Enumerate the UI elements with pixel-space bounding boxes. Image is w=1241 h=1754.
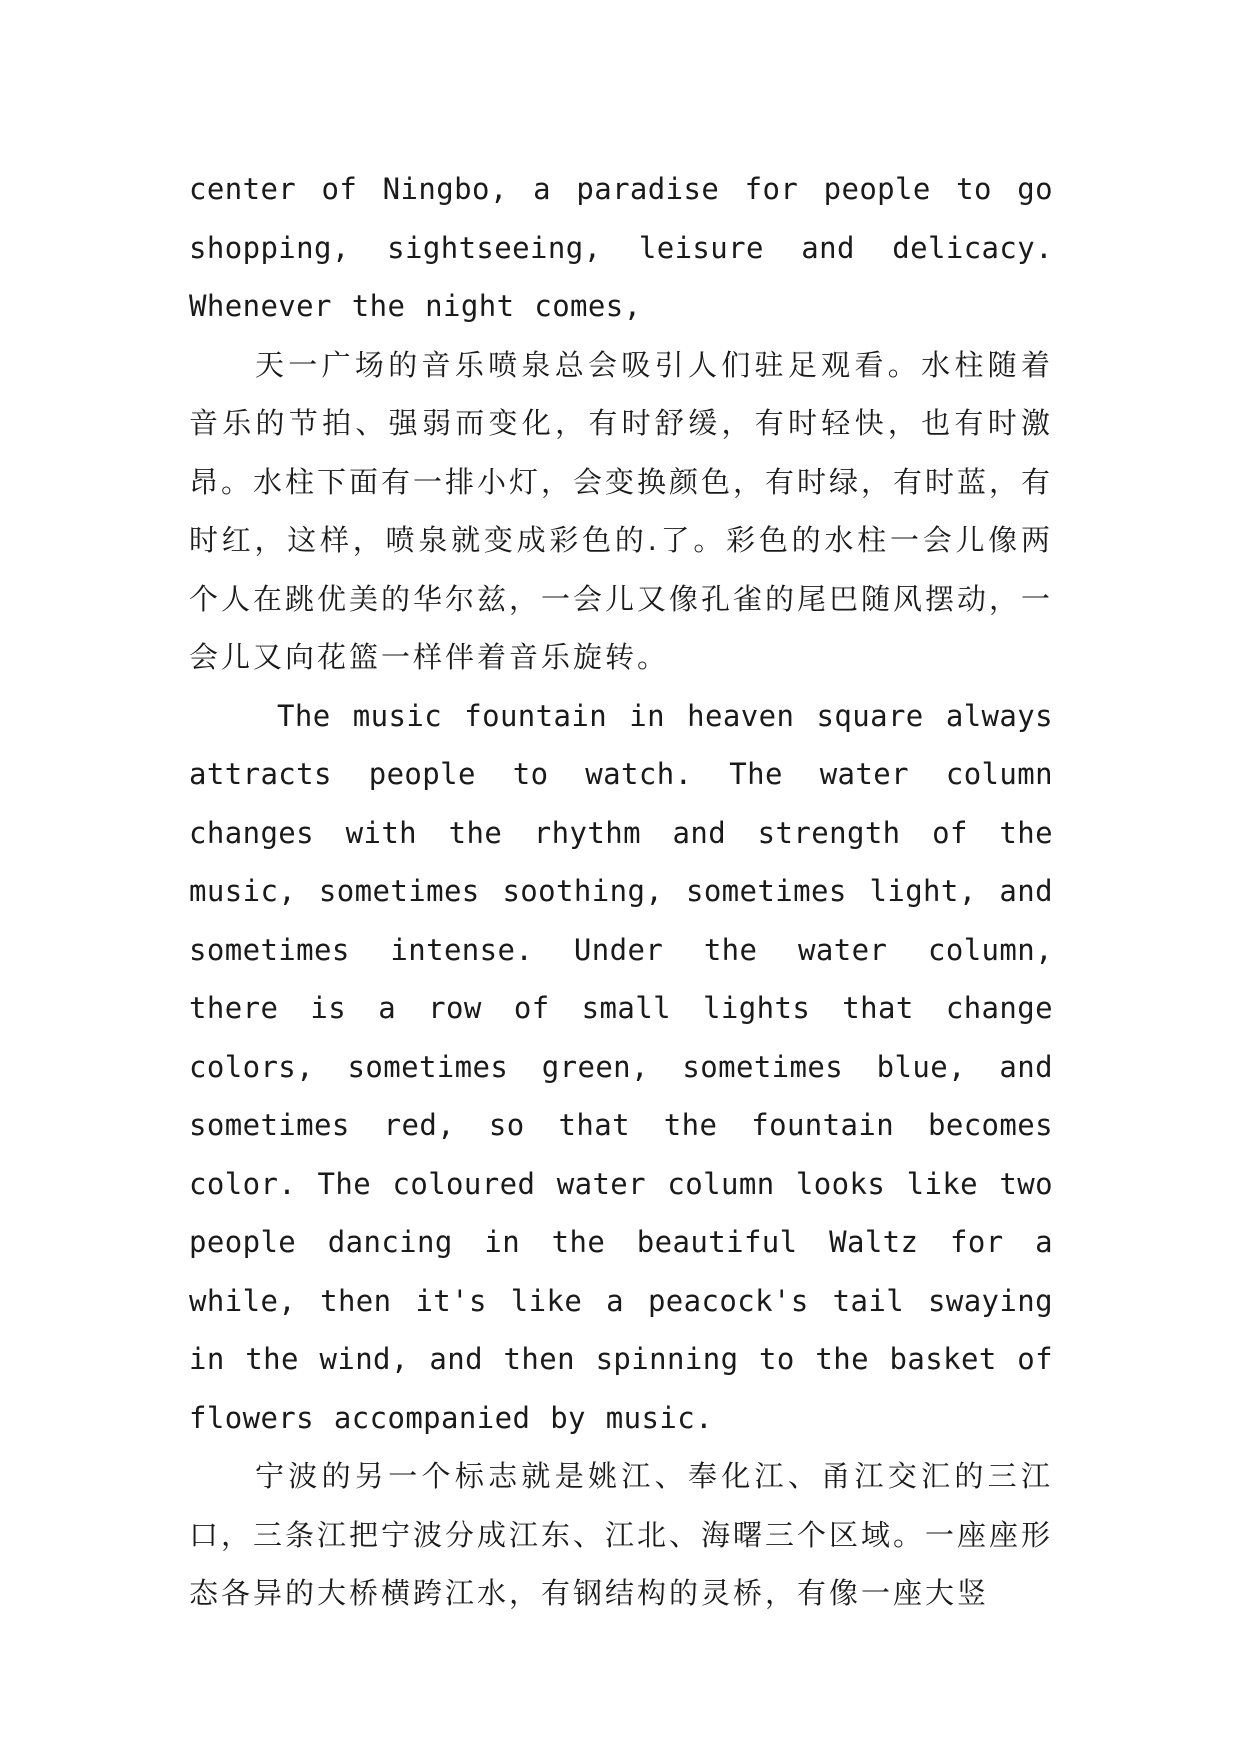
document-body: [189, 160, 1053, 1623]
paragraph-chinese-fountain: 天一广场的音乐喷泉总会吸引人们驻足观看。水柱随着音乐的节拍、强弱而变化，有时舒缓，有时轻快，也有时激昂。水柱下面有一排小灯，会变换颜色，有时绿，有时蓝，有时红，这样，喷泉就变成彩色的.了。彩色的水柱一会儿像两个人在跳优美的华尔兹，一会儿又像孔雀的尾巴随风摆动，一会儿又向花篮一样伴着音乐旋转。: [189, 347, 1054, 674]
paragraph-english-fountain: The music fountain in heaven square always attracts people to watch. The water column changes with the rhythm and strength of the music, sometimes soothing, sometimes light, and sometimes intense. Under the water column, there is a row of small lights that change colors, sometimes green, sometimes blue, and sometimes red, so that the fountain becomes color. The coloured water column looks like two people dancing in the beautiful Waltz for a while, then it's like a peacock's tail swaying in the wind, and then spinning to the basket of flowers accompanied by music.: [189, 698, 1053, 1435]
paragraph-chinese-three-rivers: 宁波的另一个标志就是姚江、奉化江、甬江交汇的三江口，三条江把宁波分成江东、江北、海曙三个区域。一座座形态各异的大桥横跨江水，有钢结构的灵桥，有像一座大竖: [189, 1459, 1054, 1610]
paragraph-english-intro: center of Ningbo, a paradise for people to go shopping, sightseeing, leisure and delicacy. Whenever the night comes,: [189, 172, 1053, 323]
